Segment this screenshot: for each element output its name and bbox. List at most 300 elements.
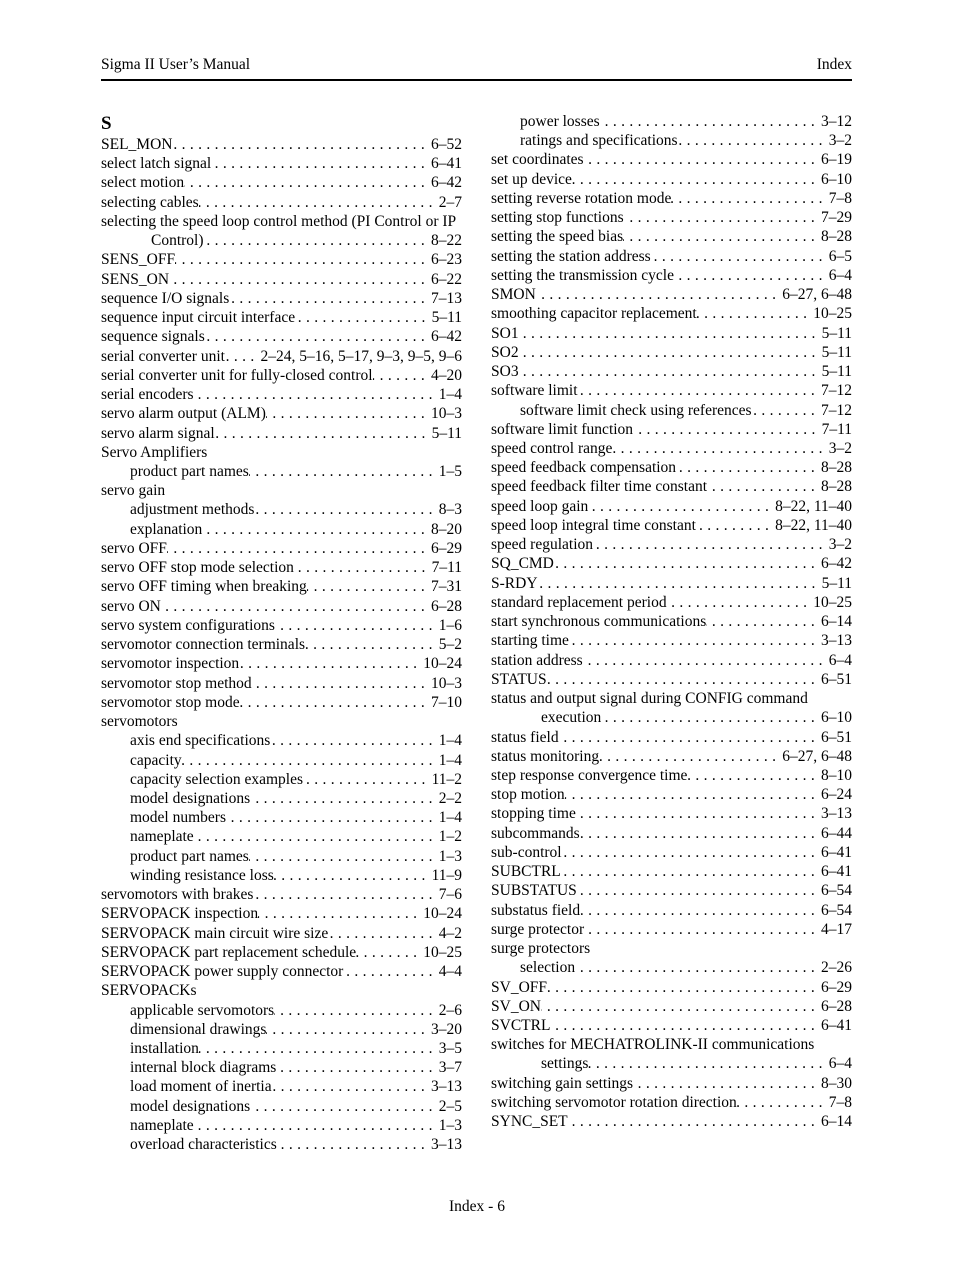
index-entry-continuation [491,1054,852,1073]
entry-label: serial encoders [101,386,194,404]
dot-leader [588,1054,828,1073]
index-entry [491,189,852,208]
entry-label: sequence input circuit interface [101,309,296,327]
index-entry [491,881,852,900]
dot-leader [229,289,431,308]
entry-label: servomotor connection terminals [101,636,306,654]
dot-leader [254,500,438,519]
dot-leader [294,558,432,577]
entry-label: SERVOPACK inspection [101,905,259,923]
entry-page-reference: 5–11 [821,363,852,381]
entry-page-reference: 3–12 [821,113,852,130]
dot-leader [356,943,423,962]
entry-label: software limit [491,382,578,400]
entry-page-reference: 4–20 [431,366,462,384]
dot-leader [272,1077,431,1096]
dot-leader [328,924,439,943]
index-entry [101,693,462,712]
entry-page-reference: 8–22, 11–40 [775,516,852,534]
entry-label: servomotors with brakes [101,886,254,904]
entry-page-reference: 1–4 [438,732,462,750]
dot-leader [167,539,431,558]
entry-label: start synchronous communications [491,613,707,631]
dot-leader [536,285,782,304]
entry-label: servo OFF timing when breaking [101,578,307,596]
dot-leader [519,324,822,343]
index-entry [101,443,462,462]
manual-title: Sigma II User’s Manual [101,56,251,73]
index-subentry [101,1077,462,1096]
header-divider [101,79,852,81]
index-entry [491,862,852,881]
dot-leader [172,135,431,154]
entry-page-reference: 6–42 [431,328,462,346]
index-entry [491,304,852,323]
entry-page-reference: 2–2 [438,789,462,807]
dot-leader [240,693,431,712]
index-entry [101,250,462,269]
entry-page-reference: 6–14 [821,1113,852,1131]
index-subentry [101,751,462,770]
entry-page-reference: 6–22 [431,270,462,288]
entry-page-reference: 2–6 [438,1001,462,1019]
entry-page-reference: 3–2 [828,536,852,554]
dot-leader [584,920,821,939]
entry-label: speed feedback compensation [491,459,677,477]
entry-label: selection [520,959,576,977]
entry-label: SV_OFF [491,978,547,996]
entry-page-reference: 6–54 [821,901,852,919]
entry-label: status and output signal during CONFIG command [491,690,808,708]
entry-label: selecting cables [101,193,199,211]
dot-leader [250,1097,439,1116]
entry-label: servo OFF stop mode selection [101,559,294,577]
index-entry [491,593,852,612]
entry-label: speed regulation [491,536,594,554]
index-entry [101,212,462,231]
entry-page-reference: 11–2 [431,770,462,788]
entry-page-reference: 2–5 [438,1097,462,1115]
dot-leader [584,150,821,169]
entry-page-reference: 6–28 [431,597,462,615]
dot-leader [343,962,438,981]
entry-page-reference: 6–10 [821,170,852,188]
index-entry [101,712,462,731]
dot-leader [565,785,821,804]
index-subentry [491,131,852,150]
dot-leader [274,866,432,885]
entry-label: product part names [130,847,249,865]
dot-leader [277,1135,431,1154]
entry-page-reference: 10–25 [813,305,852,323]
index-entry [491,1016,852,1035]
index-entry [491,574,852,593]
index-entry [491,1112,852,1131]
entry-label: adjustment methods [130,501,255,519]
entry-label: software limit function [491,420,634,438]
entry-page-reference: 1–4 [438,751,462,769]
dot-leader [175,250,431,269]
entry-page-reference: 1–6 [438,616,462,634]
dot-leader [194,1116,439,1135]
entry-label: Control) [151,232,204,250]
index-entry [491,324,852,343]
entry-label: stop motion [491,786,565,804]
dot-leader [674,266,829,285]
index-entry [491,554,852,573]
index-entry [101,424,462,443]
index-entry [101,962,462,981]
entry-page-reference: 10–3 [431,405,462,423]
index-subentry [101,731,462,750]
entry-page-reference: 8–20 [431,520,462,538]
index-entry [491,477,852,496]
dot-leader [276,1058,438,1077]
index-entry [491,362,852,381]
entry-label: S-RDY [491,574,538,592]
entry-label: servo alarm signal [101,424,215,442]
entry-label: winding resistance loss [130,866,274,884]
index-subentry [101,1001,462,1020]
entry-label: dimensional drawings [130,1020,267,1038]
entry-label: load moment of inertia [130,1078,272,1096]
dot-leader [225,347,261,366]
entry-label: speed loop gain [491,497,589,515]
entry-label: stopping time [491,805,576,823]
index-letter-heading: S [101,113,112,134]
index-entry [101,366,462,385]
index-column-left [101,112,462,1154]
index-entry [491,420,852,439]
dot-leader [554,554,821,573]
entry-page-reference: 3–2 [828,439,852,457]
entry-label: surge protectors [491,940,591,958]
dot-leader [184,173,431,192]
dot-leader [599,747,782,766]
entry-label: SV_ON [491,997,541,1015]
dot-leader [295,308,431,327]
index-subentry [101,1058,462,1077]
index-entry [101,173,462,192]
entry-page-reference: 1–3 [438,847,462,865]
index-entry [101,597,462,616]
dot-leader [266,404,431,423]
index-subentry [101,520,462,539]
entry-label: servo OFF [101,539,167,557]
entry-label: set up device [491,170,572,188]
dot-leader [249,847,439,866]
dot-leader [583,651,829,670]
entry-page-reference: 11–9 [431,866,462,884]
entry-page-reference: 5–11 [431,309,462,327]
entry-page-reference: 10–24 [423,905,462,923]
entry-label: status monitoring [491,747,600,765]
entry-page-reference: 3–13 [431,1136,462,1154]
dot-leader [633,420,822,439]
index-entry [491,497,852,516]
entry-label: station address [491,651,583,669]
entry-page-reference: 7–10 [431,693,462,711]
entry-page-reference: 5–2 [438,636,462,654]
dot-leader [169,270,431,289]
dot-leader [307,577,431,596]
index-entry [491,978,852,997]
entry-label: SENS_ON [101,270,170,288]
entry-label: speed loop integral time constant [491,516,696,534]
index-entry [101,539,462,558]
index-entry [491,824,852,843]
entry-label: SYNC_SET [491,1113,568,1131]
entry-page-reference: 1–3 [438,1116,462,1134]
entry-page-reference: 3–2 [828,132,852,150]
entry-label: SVCTRL [491,1017,551,1035]
dot-leader [275,616,439,635]
dot-leader [588,497,775,516]
entry-page-reference: 3–13 [431,1078,462,1096]
entry-page-reference: 6–14 [821,613,852,631]
entry-page-reference: 7–29 [821,209,852,227]
entry-page-reference: 8–30 [821,1074,852,1092]
index-entry [491,728,852,747]
dot-leader [538,574,822,593]
entry-label: settings [541,1055,589,1073]
entry-label: servomotor stop mode [101,693,240,711]
entry-label: SO1 [491,324,519,342]
entry-label: SUBCTRL [491,863,561,881]
entry-page-reference: 5–11 [821,324,852,342]
entry-page-reference: 6–28 [821,997,852,1015]
index-entry [491,843,852,862]
index-entry [491,612,852,631]
index-entry [491,631,852,650]
index-entry [101,154,462,173]
dot-leader [600,112,821,131]
dot-leader [697,304,814,323]
index-entry [491,997,852,1016]
entry-page-reference: 10–3 [431,674,462,692]
entry-label: sequence signals [101,328,205,346]
dot-leader [687,766,821,785]
dot-leader [623,227,821,246]
index-entry [491,170,852,189]
entry-page-reference: 6–5 [828,247,852,265]
dot-leader [562,843,821,862]
entry-label: select latch signal [101,155,212,173]
index-entry [101,289,462,308]
index-entry [101,135,462,154]
dot-leader [270,731,438,750]
dot-leader [211,154,431,173]
dot-leader [249,462,439,481]
dot-leader [612,439,828,458]
dot-leader [572,170,821,189]
entry-page-reference: 7–13 [431,289,462,307]
index-entry [491,266,852,285]
dot-leader [678,131,829,150]
entry-label: selecting the speed loop control method (PI Control or IP [101,212,457,230]
index-subentry [101,789,462,808]
entry-page-reference: 6–44 [821,824,852,842]
dot-leader [633,1074,821,1093]
entry-label: servo system configurations [101,616,275,634]
entry-label: model designations [130,789,251,807]
entry-page-reference: 5–11 [821,574,852,592]
entry-page-reference: 1–2 [438,828,462,846]
index-entry [491,227,852,246]
entry-label: nameplate [130,828,194,846]
entry-page-reference: 8–28 [821,478,852,496]
index-entry [101,327,462,346]
entry-page-reference: 4–2 [438,924,462,942]
entry-label: SERVOPACK part replacement schedule [101,943,357,961]
entry-page-reference: 2–24, 5–16, 5–17, 9–3, 9–5, 9–6 [260,347,462,365]
dot-leader [519,343,822,362]
dot-leader [578,381,821,400]
index-subentry [101,827,462,846]
index-entry [491,150,852,169]
dot-leader [252,674,431,693]
entry-label: SERVOPACK main circuit wire size [101,924,329,942]
entry-label: overload characteristics [130,1136,277,1154]
entry-label: servomotors [101,713,178,731]
entry-label: setting reverse rotation mode [491,189,672,207]
entry-label: setting the speed bias [491,228,624,246]
entry-label: product part names [130,462,249,480]
entry-page-reference: 6–4 [828,651,852,669]
dot-leader [199,1039,439,1058]
index-subentry [491,958,852,977]
entry-page-reference: 5–11 [821,343,852,361]
entry-label: capacity [130,751,182,769]
index-subentry [101,1039,462,1058]
index-entry [491,439,852,458]
entry-label: sub-control [491,843,562,861]
index-entry [491,920,852,939]
dot-leader [239,654,423,673]
entry-page-reference: 7–12 [821,382,852,400]
entry-page-reference: 10–24 [423,655,462,673]
entry-label: servo ON [101,597,161,615]
index-entry [491,458,852,477]
dot-leader [737,1093,829,1112]
index-entry [101,558,462,577]
index-entry [491,535,852,554]
dot-leader [547,670,821,689]
entry-label: applicable servomotors [130,1001,275,1019]
entry-page-reference: 6–19 [821,151,852,169]
entry-page-reference: 7–6 [438,886,462,904]
dot-leader [550,1016,821,1035]
entry-label: servomotor stop method [101,674,252,692]
entry-page-reference: 8–3 [438,501,462,519]
dot-leader [624,208,821,227]
index-subentry [101,1135,462,1154]
index-entry [101,674,462,693]
dot-leader [194,827,439,846]
dot-leader [696,516,775,535]
entry-page-reference: 6–51 [821,728,852,746]
entry-page-reference: 7–11 [431,559,462,577]
entry-label: SEL_MON [101,136,173,153]
index-entry [491,1035,852,1054]
entry-page-reference: 2–7 [438,193,462,211]
index-subentry [101,770,462,789]
entry-page-reference: 6–10 [821,709,852,727]
entry-label: explanation [130,520,203,538]
entry-page-reference: 6–41 [821,863,852,881]
entry-label: status field [491,728,559,746]
entry-label: set coordinates [491,151,584,169]
entry-label: SO2 [491,343,519,361]
entry-label: setting the transmission cycle [491,266,674,284]
dot-leader [226,808,439,827]
entry-page-reference: 3–5 [438,1040,462,1058]
entry-label: model designations [130,1097,251,1115]
entry-page-reference: 6–42 [821,555,852,573]
entry-label: smoothing capacitor replacement [491,305,697,323]
entry-page-reference: 7–8 [828,189,852,207]
entry-page-reference: 7–8 [828,1093,852,1111]
index-column-right [491,112,852,1131]
index-entry [101,308,462,327]
dot-leader [547,978,821,997]
entry-label: switching servomotor rotation direction [491,1093,737,1111]
entry-label: SUBSTATUS [491,882,577,900]
entry-label: speed feedback filter time constant [491,478,708,496]
dot-leader [707,477,821,496]
dot-leader [161,597,431,616]
entry-page-reference: 10–25 [423,943,462,961]
entry-label: SQ_CMD [491,555,554,573]
entry-page-reference: 4–17 [821,920,852,938]
dot-leader [541,997,821,1016]
entry-page-reference: 6–4 [828,1055,852,1073]
index-entry [491,247,852,266]
dot-leader [575,958,821,977]
dot-leader [601,708,821,727]
entry-page-reference: 6–29 [431,539,462,557]
entry-page-reference: 8–28 [821,228,852,246]
index-subentry [101,1116,462,1135]
entry-label: SERVOPACK power supply connector [101,963,344,981]
index-entry [101,981,462,1000]
dot-leader [676,458,821,477]
entry-label: sequence I/O signals [101,289,230,307]
entry-page-reference: 6–23 [431,251,462,269]
entry-label: standard replacement period [491,593,667,611]
entry-page-reference: 6–4 [828,266,852,284]
index-entry [491,689,852,708]
entry-page-reference: 1–4 [438,386,462,404]
entry-label: serial converter unit [101,347,225,365]
dot-leader [202,520,431,539]
entry-page-reference: 10–25 [813,593,852,611]
index-entry [101,635,462,654]
dot-leader [667,593,814,612]
entry-page-reference: 3–20 [431,1020,462,1038]
dot-leader [373,366,431,385]
entry-label: Servo Amplifiers [101,443,208,461]
entry-page-reference: 8–10 [821,766,852,784]
index-entry [101,347,462,366]
entry-page-reference: 6–51 [821,670,852,688]
index-subentry [101,462,462,481]
entry-page-reference: 6–54 [821,882,852,900]
dot-leader [706,612,821,631]
entry-page-reference: 3–7 [438,1059,462,1077]
index-entry-continuation [101,231,462,250]
page-number: Index - 6 [449,1198,505,1215]
